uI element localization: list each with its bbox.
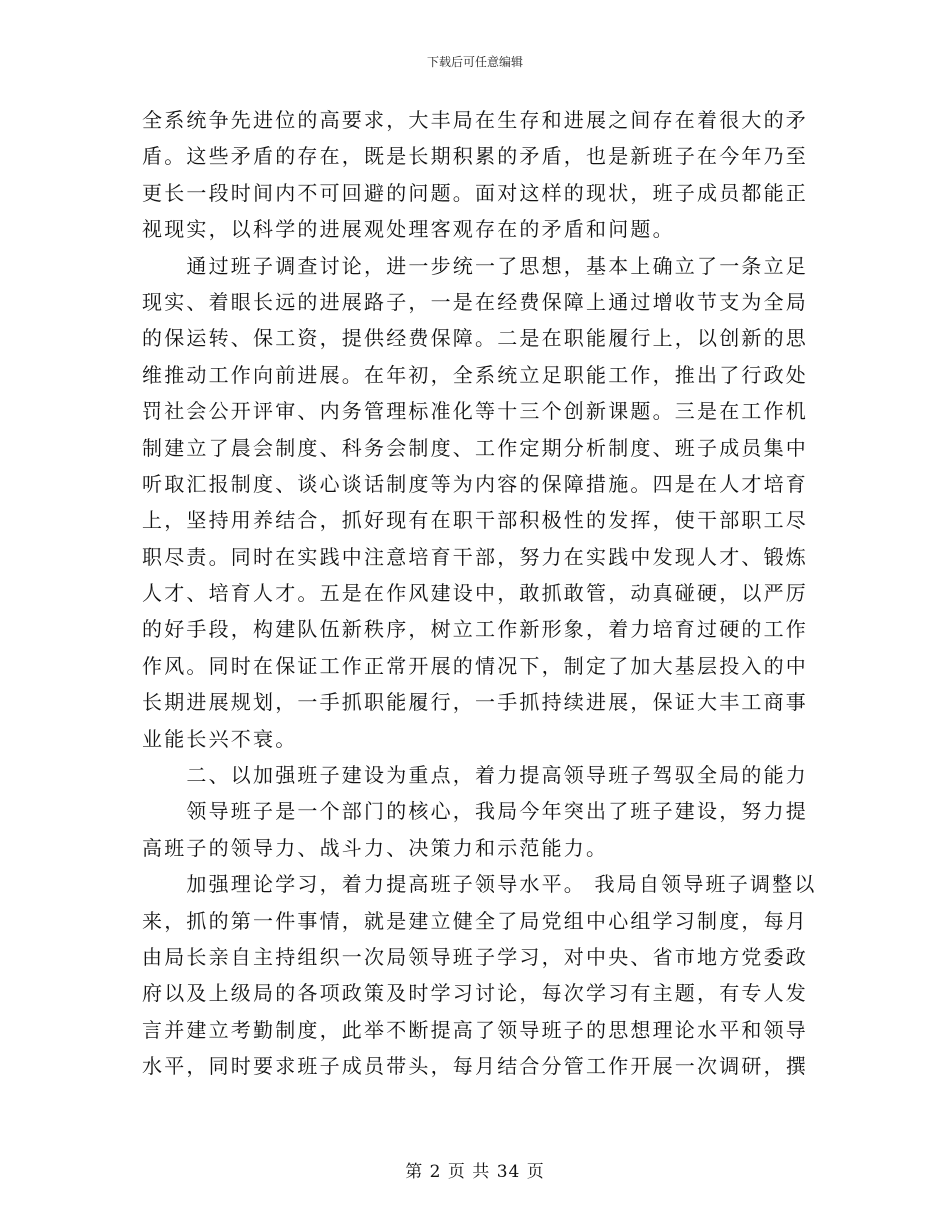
text-line: 领导班子是一个部门的核心，我局今年突出了班子建设，努力提 bbox=[142, 799, 808, 824]
text-line: 维推动工作向前进展。在年初，全系统立足职能工作，推出了行政处 bbox=[142, 362, 808, 387]
text-line: 现实、着眼长远的进展路子，一是在经费保障上通过增收节支为全局 bbox=[142, 289, 808, 314]
text-line: 业能长兴不衰。 bbox=[142, 726, 298, 751]
text-line: 盾。这些矛盾的存在，既是长期积累的矛盾，也是新班子在今年乃至 bbox=[142, 144, 808, 169]
text-line: 言并建立考勤制度，此举不断提高了领导班子的思想理论水平和领导 bbox=[142, 1017, 808, 1042]
text-line: 制建立了晨会制度、科务会制度、工作定期分析制度、班子成员集中 bbox=[142, 435, 808, 460]
text-line: 视现实，以科学的进展观处理客观存在的矛盾和问题。 bbox=[142, 217, 675, 242]
text-line: 更长一段时间内不可回避的问题。面对这样的现状，班子成员都能正 bbox=[142, 180, 808, 205]
section-heading: 二、以加强班子建设为重点，着力提高领导班子驾驭全局的能力 bbox=[142, 763, 808, 788]
text-line: 来，抓的第一件事情，就是建立健全了局党组中心组学习制度，每月 bbox=[142, 908, 808, 933]
text-line: 的保运转、保工资，提供经费保障。二是在职能履行上，以创新的思 bbox=[142, 326, 808, 351]
text-line: 长期进展规划，一手抓职能履行，一手抓持续进展，保证大丰工商事 bbox=[142, 690, 808, 715]
text-line: 由局长亲自主持组织一次局领导班子学习，对中央、省市地方党委政 bbox=[142, 944, 808, 969]
text-line: 作风。同时在保证工作正常开展的情况下，制定了加大基层投入的中 bbox=[142, 653, 808, 678]
text-line: 的好手段，构建队伍新秩序，树立工作新形象，着力培育过硬的工作 bbox=[142, 617, 808, 642]
text-line: 通过班子调查讨论，进一步统一了思想，基本上确立了一条立足 bbox=[142, 253, 808, 278]
text-line: 听取汇报制度、谈心谈话制度等为内容的保障措施。四是在人才培育 bbox=[142, 471, 808, 496]
text-line: 全系统争先进位的高要求，大丰局在生存和进展之间存在着很大的矛 bbox=[142, 108, 808, 132]
text-line: 加强理论学习，着力提高班子领导水平。 我局自领导班子调整以 bbox=[142, 872, 817, 897]
page-number-footer: 第 2 页 共 34 页 bbox=[405, 1162, 545, 1182]
text-line: 上，坚持用养结合，抓好现有在职干部积极性的发挥，使干部职工尽 bbox=[142, 508, 808, 533]
text-line: 水平，同时要求班子成员带头，每月结合分管工作开展一次调研，撰 bbox=[142, 1054, 808, 1079]
document-body bbox=[142, 102, 817, 1085]
text-line: 高班子的领导力、战斗力、决策力和示范能力。 bbox=[142, 835, 609, 860]
text-line: 罚社会公开评审、内务管理标准化等十三个创新课题。三是在工作机 bbox=[142, 399, 808, 424]
text-line: 职尽责。同时在实践中注意培育干部，努力在实践中发现人才、锻炼 bbox=[142, 544, 808, 569]
text-line: 人才、培育人才。五是在作风建设中，敢抓敢管，动真碰硬，以严厉 bbox=[142, 581, 808, 606]
page-header: 下载后可任意编辑 bbox=[426, 55, 523, 69]
text-line: 府以及上级局的各项政策及时学习讨论，每次学习有主题，有专人发 bbox=[142, 981, 808, 1006]
